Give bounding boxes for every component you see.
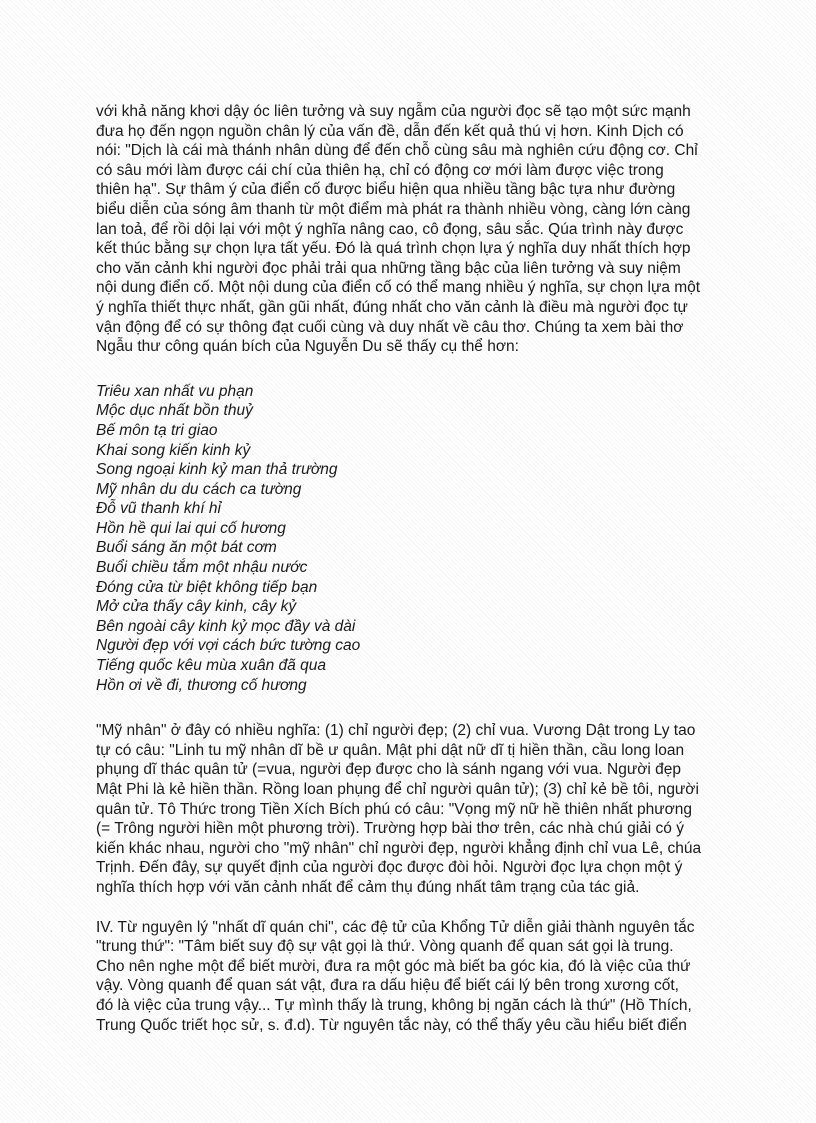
poem-line: Buổi chiều tắm một nhậu nước [96, 559, 308, 577]
poem-line: Tiếng quốc kêu mùa xuân đã qua [96, 657, 326, 675]
paragraph-3 [96, 918, 724, 1036]
paragraph-2 [96, 721, 724, 897]
text-line: "trung thứ": "Tâm biết suy độ sự vật gọi là thứ. Vòng quanh để quan sát gọi là trung. [96, 938, 674, 956]
paragraph-spacer [96, 898, 724, 918]
text-line: thiên hạ". Sự thâm ý của điển cố được biểu hiện qua nhiều tầng bậc tựa như đường [96, 181, 676, 199]
text-line: nghĩa thích hợp với văn cảnh nhất để cảm thụ đúng nhất tâm trạng của tác giả. [96, 878, 640, 896]
poem-line: Đỗ vũ thanh khí hỉ [96, 500, 221, 518]
poem-line: Bế môn tạ tri giao [96, 421, 218, 439]
text-line: đưa họ đến ngọn nguồn chân lý của vấn đề, dẫn đến kết quả thú vị hơn. Kinh Dịch có [96, 122, 684, 140]
text-line: biểu diễn của sóng âm thanh từ một điểm mà phát ra thành nhiều vòng, càng lớn càng [96, 200, 691, 218]
poem [96, 382, 724, 696]
document-page [96, 102, 724, 1035]
text-line: phụng dĩ thác quân tử (=vua, người đẹp được cho là sánh ngang với vua. Người đẹp [96, 761, 681, 779]
poem-line: Song ngoại kinh kỷ man thả trường [96, 461, 338, 479]
text-line: kết thúc bằng sự chọn lựa tất yếu. Đó là quá trình chọn lựa ý nghĩa duy nhất thích hợp [96, 240, 691, 258]
paragraph-1 [96, 102, 724, 357]
text-line: tự có câu: "Linh tu mỹ nhân dĩ bề ư quân. Mật phi dật nữ dĩ tị hiền thần, cầu long loan [96, 741, 685, 759]
text-line: IV. Từ nguyên lý "nhất dĩ quán chi", các đệ tử của Khổng Tử diễn giải thành nguyên tắc [96, 918, 695, 936]
text-line: ý nghĩa thiết thực nhất, gần gũi nhất, đúng nhất cho văn cảnh là điều mà người đọc tự [96, 298, 688, 316]
poem-line: Hồn hề qui lai qui cố hương [96, 519, 286, 537]
text-line: đó là việc của trung vậy... Tự mình thấy là trung, không bị ngăn cách là thứ" (Hồ Thích, [96, 996, 692, 1014]
text-line: với khả năng khơi dậy óc liên tưởng và suy ngẫm của người đọc sẽ tạo một sức mạnh [96, 103, 691, 120]
poem-line: Hồn ơi về đi, thương cố hương [96, 676, 307, 694]
text-line: nói: "Dịch là cái mà thánh nhân dùng để đến chỗ cùng sâu mà nghiên cứu động cơ. Chỉ [96, 142, 698, 160]
text-line: vận động để có sự thông đạt cuối cùng và duy nhất về câu thơ. Chúng ta xem bài thơ [96, 318, 684, 336]
poem-line: Triêu xan nhất vu phạn [96, 382, 254, 400]
text-line: quân tử. Tô Thức trong Tiền Xích Bích phú có câu: "Vọng mỹ nữ hề thiên nhất phương [96, 800, 693, 818]
text-line: cho văn cảnh khi người đọc phải trải qua những tầng bậc của liên tưởng và suy niệm [96, 259, 681, 277]
text-line: Trịnh. Đến đây, sự quyết định của người đọc được đòi hỏi. Người đọc lựa chọn một ý [96, 859, 683, 877]
poem-line: Người đẹp với vợi cách bức tường cao [96, 637, 361, 655]
poem-line: Mỹ nhân du du cách ca tường [96, 480, 302, 498]
text-line: Mật Phi là kẻ hiền thần. Rồng loan phụng để chỉ người quân tử); (3) chỉ kẻ bề tôi, người [96, 781, 699, 798]
text-line: Trung Quốc triết học sử, s. đ.d). Từ nguyên tắc này, có thể thấy yêu cầu hiểu biết điển [96, 1016, 687, 1034]
poem-line: Đóng cửa từ biệt không tiếp bạn [96, 578, 318, 596]
text-line: có sâu mới làm được cái chí của thiên hạ, chỉ có động cơ mới làm được việc trong [96, 161, 664, 179]
text-line: vậy. Vòng quanh để quan sát vật, đưa ra dấu hiệu để biết cái lý bên trong xương cốt, [96, 977, 679, 995]
text-line: kiến khác nhau, người cho "mỹ nhân" chỉ người đẹp, người khẳng định chỉ vua Lê, chúa [96, 839, 702, 857]
poem-line: Mộc dục nhất bồn thuỷ [96, 402, 253, 420]
text-line: (= Trông người hiền một phương trời). Trường hợp bài thơ trên, các nhà chú giải có ý [96, 820, 684, 838]
poem-line: Khai song kiến kinh kỷ [96, 441, 251, 459]
text-line: Ngẫu thư công quán bích của Nguyễn Du sẽ thấy cụ thể hơn: [96, 338, 519, 356]
poem-line: Buổi sáng ăn một bát cơm [96, 539, 277, 557]
text-line: nội dung điển cố. Một nội dung của điển cố có thể mang nhiều ý nghĩa, sự chọn lựa một [96, 279, 701, 297]
text-line: lan toả, để rồi dội lại với một ý nghĩa nâng cao, cô đọng, sâu sắc. Qúa trình này được [96, 220, 684, 238]
poem-line: Bên ngoài cây kinh kỷ mọc đầy và dài [96, 617, 356, 635]
text-line: Cho nên nghe một để biết mười, đưa ra một góc mà biết ba góc kia, đó là việc của thứ [96, 957, 691, 975]
poem-line: Mở cửa thấy cây kinh, cây kỷ [96, 598, 297, 616]
text-line: "Mỹ nhân" ở đây có nhiều nghĩa: (1) chỉ người đẹp; (2) chỉ vua. Vương Dật trong Ly tao [96, 722, 696, 740]
